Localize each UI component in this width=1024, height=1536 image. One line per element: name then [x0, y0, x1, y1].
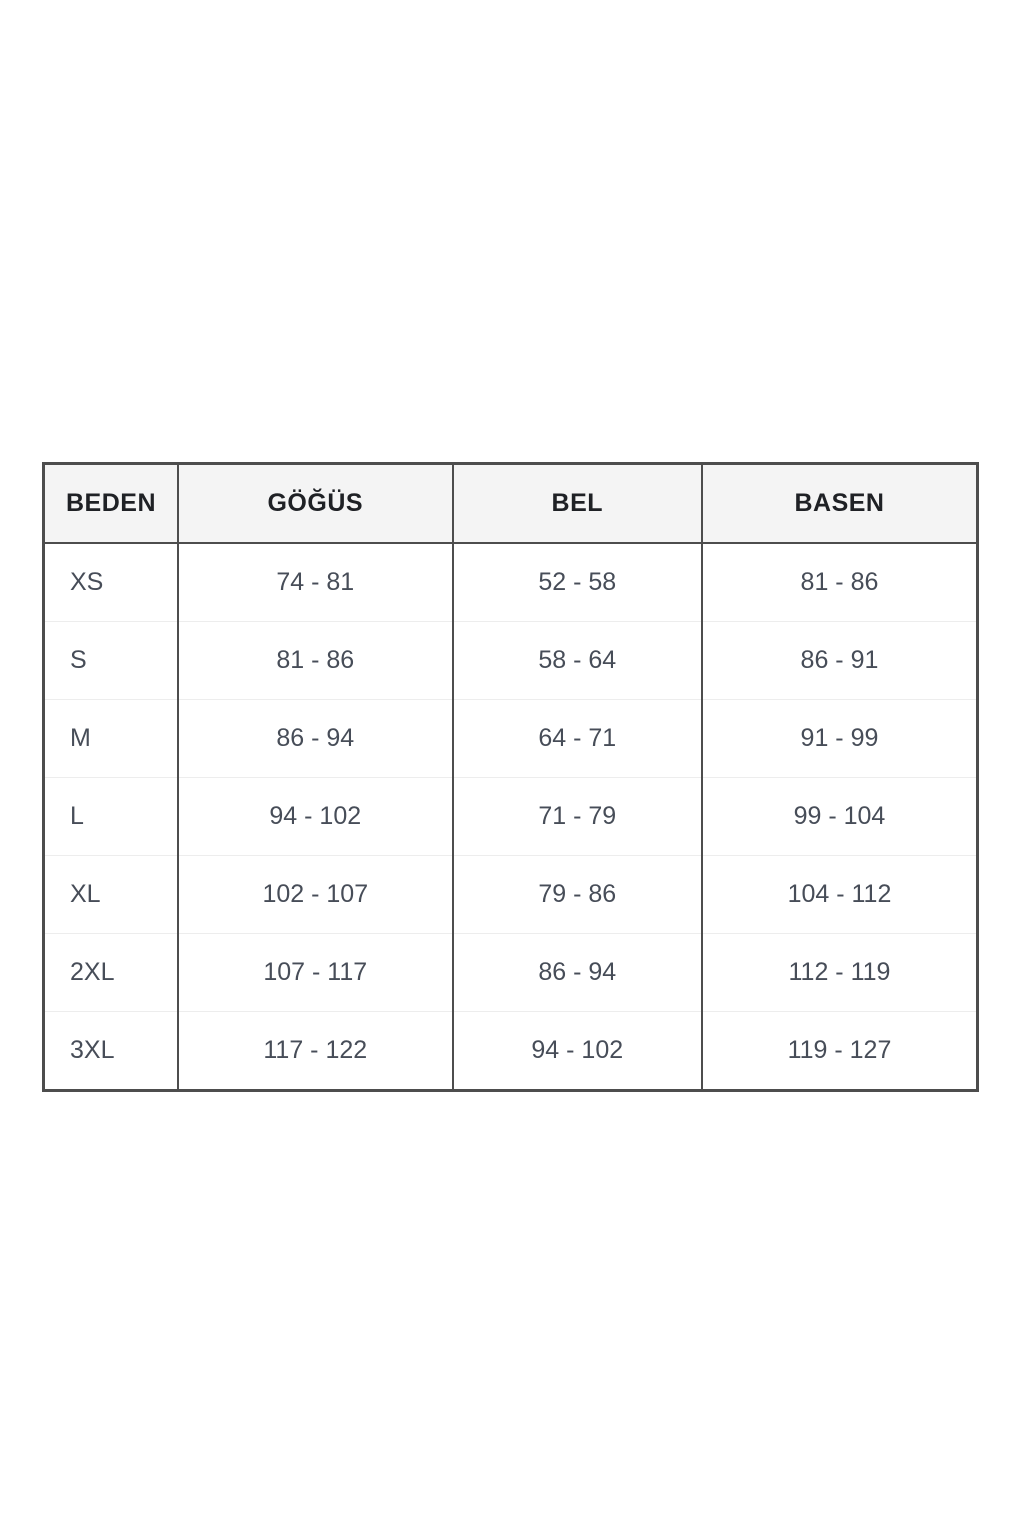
size-cell: L — [44, 778, 178, 856]
waist-cell: 86 - 94 — [453, 934, 702, 1012]
waist-cell: 71 - 79 — [453, 778, 702, 856]
table-header — [44, 464, 978, 544]
chest-cell: 86 - 94 — [178, 700, 453, 778]
table-row — [44, 856, 978, 934]
size-cell: 2XL — [44, 934, 178, 1012]
column-header-hips: BASEN — [702, 464, 978, 544]
size-cell: XS — [44, 543, 178, 622]
table-row — [44, 1012, 978, 1091]
waist-cell: 79 - 86 — [453, 856, 702, 934]
chest-cell: 117 - 122 — [178, 1012, 453, 1091]
waist-cell: 94 - 102 — [453, 1012, 702, 1091]
hips-cell: 91 - 99 — [702, 700, 978, 778]
size-chart-table — [42, 462, 979, 1092]
hips-cell: 86 - 91 — [702, 622, 978, 700]
table-row — [44, 543, 978, 622]
size-chart — [42, 462, 979, 1092]
column-header-waist: BEL — [453, 464, 702, 544]
waist-cell: 58 - 64 — [453, 622, 702, 700]
size-cell: 3XL — [44, 1012, 178, 1091]
table-row — [44, 700, 978, 778]
hips-cell: 119 - 127 — [702, 1012, 978, 1091]
chest-cell: 81 - 86 — [178, 622, 453, 700]
chest-cell: 74 - 81 — [178, 543, 453, 622]
column-header-chest: GÖĞÜS — [178, 464, 453, 544]
hips-cell: 81 - 86 — [702, 543, 978, 622]
column-header-size: BEDEN — [44, 464, 178, 544]
hips-cell: 99 - 104 — [702, 778, 978, 856]
size-cell: S — [44, 622, 178, 700]
hips-cell: 112 - 119 — [702, 934, 978, 1012]
waist-cell: 64 - 71 — [453, 700, 702, 778]
size-cell: M — [44, 700, 178, 778]
header-row — [44, 464, 978, 544]
table-row — [44, 934, 978, 1012]
table-row — [44, 778, 978, 856]
table-body — [44, 543, 978, 1091]
table-row — [44, 622, 978, 700]
chest-cell: 102 - 107 — [178, 856, 453, 934]
hips-cell: 104 - 112 — [702, 856, 978, 934]
size-cell: XL — [44, 856, 178, 934]
chest-cell: 107 - 117 — [178, 934, 453, 1012]
chest-cell: 94 - 102 — [178, 778, 453, 856]
waist-cell: 52 - 58 — [453, 543, 702, 622]
